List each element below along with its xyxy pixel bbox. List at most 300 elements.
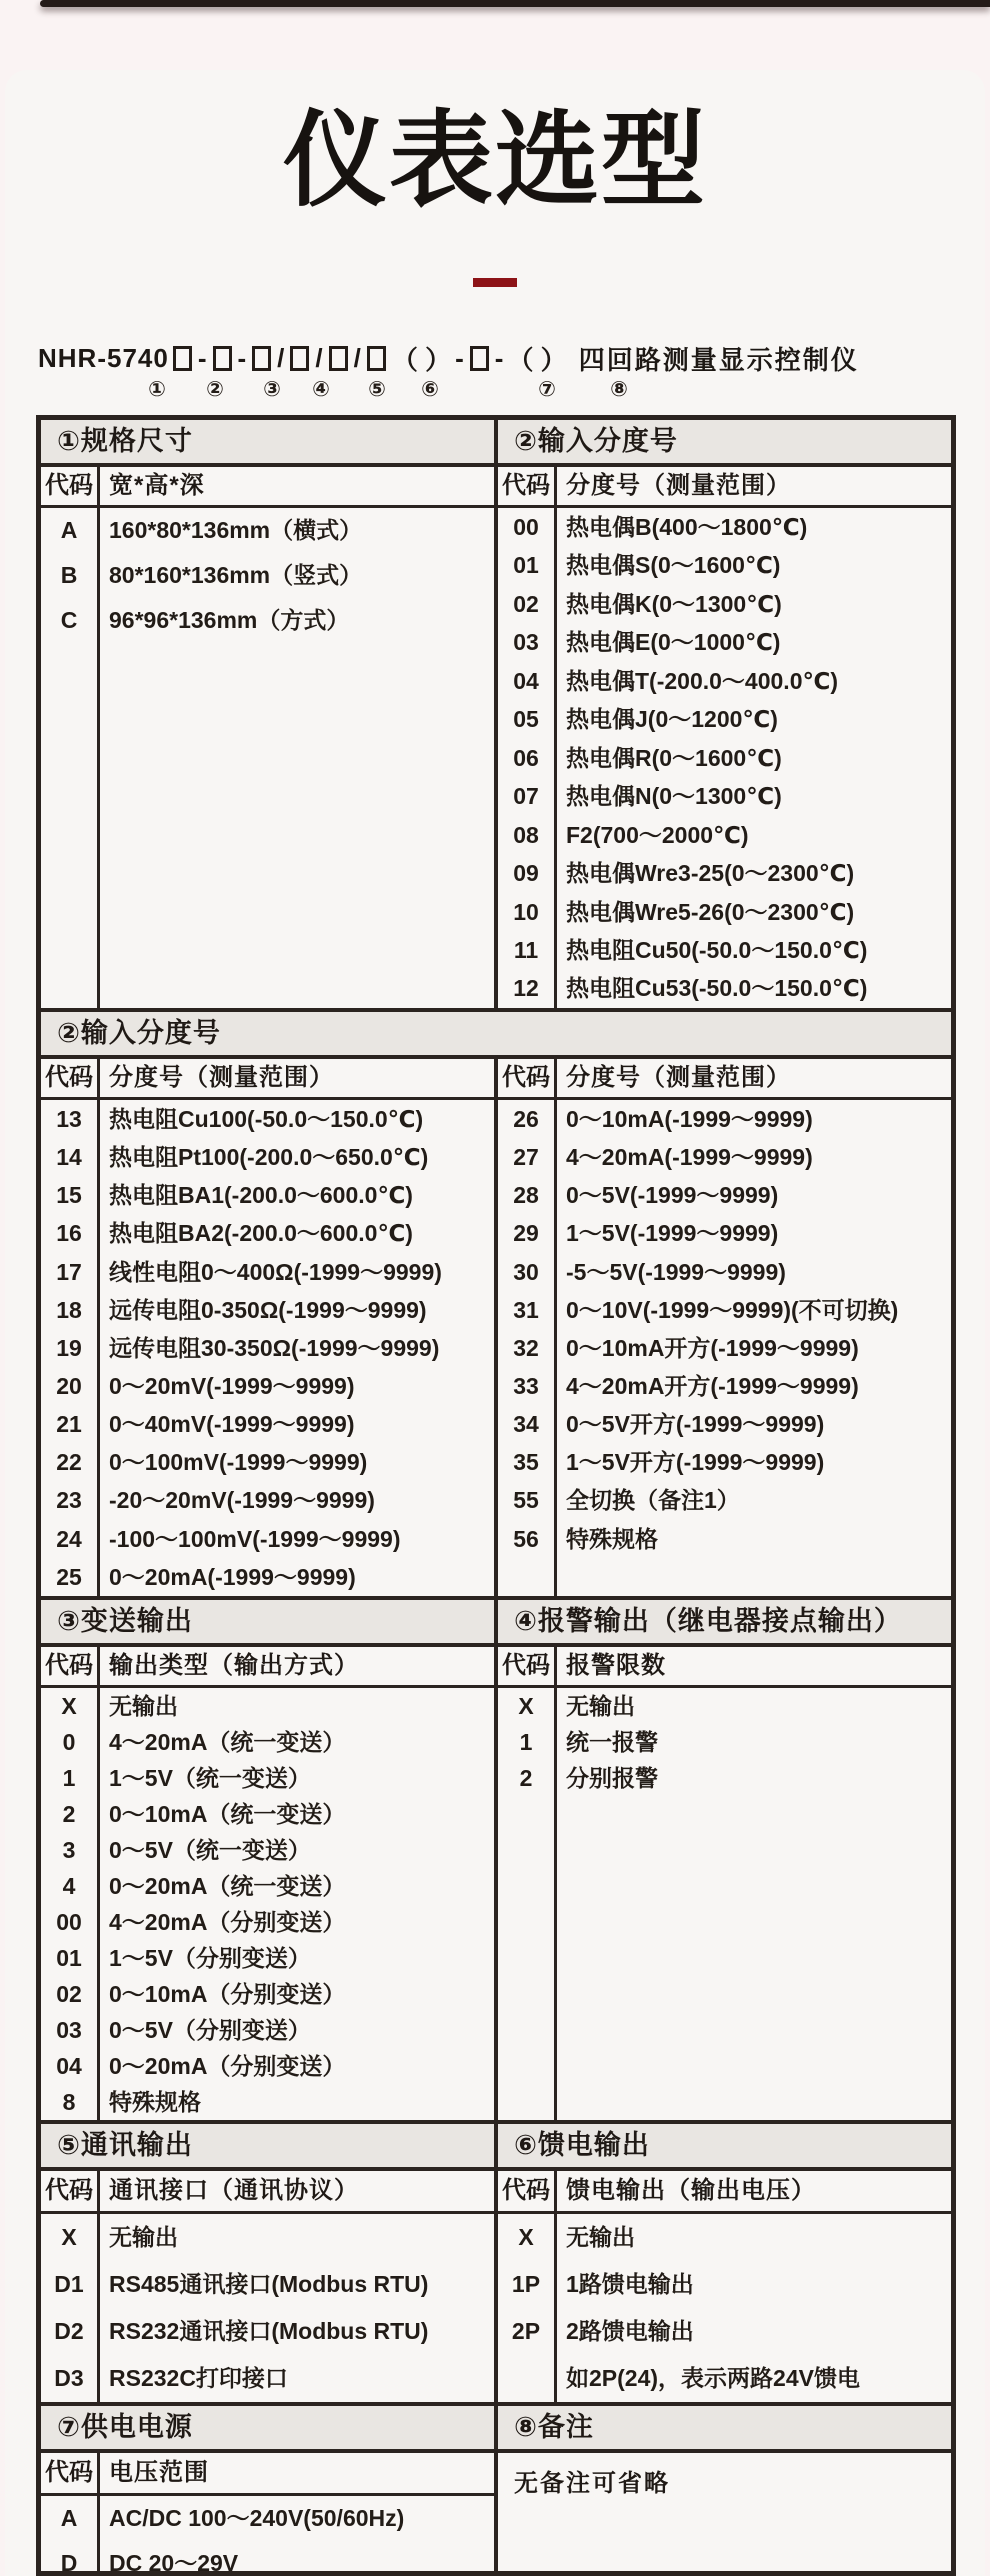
section-title-left: ⑤通讯输出 — [57, 2130, 193, 2160]
table-row — [41, 1760, 494, 1796]
row-desc: 0～5V(-1999～9999) — [566, 1182, 779, 1209]
row-desc: 热电阻BA1(-200.0～600.0℃) — [109, 1182, 413, 1209]
column-header-desc: 分度号（测量范围） — [109, 1064, 334, 1091]
row-code: 33 — [513, 1372, 539, 1399]
row-desc: 0～10mA（统一变送） — [109, 1801, 346, 1827]
circled-number: ① — [148, 378, 166, 401]
circled-number: ⑧ — [610, 378, 628, 401]
column-header-code: 代码 — [45, 472, 93, 499]
table-row — [41, 2214, 494, 2261]
table-section-3 — [41, 1596, 951, 2120]
row-code: 1P — [511, 2271, 541, 2297]
row-code: 05 — [513, 706, 539, 733]
row-code: 03 — [513, 629, 539, 656]
section-body — [41, 2453, 951, 2575]
column-header-row — [498, 1647, 951, 1688]
table-row — [498, 1367, 951, 1405]
table-row — [41, 2496, 494, 2541]
table-half — [41, 2171, 494, 2402]
row-code: 28 — [513, 1182, 539, 1209]
row-desc: 0～20mA(-1999～9999) — [109, 1563, 356, 1590]
row-code: 23 — [56, 1487, 82, 1514]
section-body — [41, 467, 951, 1008]
table-row — [498, 969, 951, 1007]
row-code: A — [60, 2505, 78, 2531]
table-section-2 — [41, 1008, 951, 1596]
model-separator: - — [197, 342, 207, 373]
row-desc: RS232通讯接口(Modbus RTU) — [109, 2318, 429, 2344]
column-header-row — [41, 2171, 494, 2214]
row-desc: 0～10mA(-1999～9999) — [566, 1106, 813, 1132]
row-code: 19 — [56, 1334, 82, 1361]
table-half — [498, 1647, 951, 2120]
row-desc: 1～5V(-1999～9999) — [566, 1220, 779, 1247]
table-row — [498, 546, 951, 584]
row-desc: 如2P(24)，表示两路24V馈电 — [566, 2365, 860, 2391]
table-row — [498, 777, 951, 815]
table-half — [41, 1647, 494, 2120]
model-separator: / — [353, 342, 361, 373]
section-title-left: ③变送输出 — [57, 1606, 193, 1636]
row-code: 3 — [62, 1837, 76, 1863]
table-row — [498, 700, 951, 738]
table-row — [498, 1724, 951, 1760]
table-row — [498, 1688, 951, 1724]
row-desc: 热电偶Wre3-25(0～2300℃) — [566, 860, 855, 887]
column-header-code: 代码 — [502, 2177, 550, 2204]
column-header-row — [41, 1059, 494, 1100]
row-desc: 0～20mV(-1999～9999) — [109, 1372, 355, 1399]
row-desc: 4～20mA(-1999～9999) — [566, 1144, 813, 1171]
table-row — [41, 1214, 494, 1252]
table-row — [498, 2355, 951, 2402]
row-desc: 远传电阻0-350Ω(-1999～9999) — [109, 1296, 427, 1323]
row-desc: 热电偶B(400～1800℃) — [566, 514, 808, 540]
table-row — [41, 1253, 494, 1291]
row-desc: 96*96*136mm（方式） — [109, 607, 350, 633]
row-desc: 0～40mV(-1999～9999) — [109, 1411, 355, 1438]
table-half — [41, 2453, 494, 2575]
row-code: 26 — [513, 1106, 539, 1132]
table-row — [41, 1520, 494, 1558]
row-code: 14 — [56, 1144, 82, 1171]
row-code: D3 — [54, 2365, 84, 2391]
row-code: A — [60, 517, 78, 543]
selection-table — [36, 415, 956, 2576]
row-code: 00 — [56, 1909, 82, 1935]
row-code: 1 — [519, 1729, 533, 1755]
table-row — [41, 508, 494, 553]
row-code: 18 — [56, 1296, 82, 1323]
row-code — [498, 2355, 554, 2402]
row-code: 32 — [513, 1334, 539, 1361]
section-body — [41, 1647, 951, 2120]
table-row — [498, 739, 951, 777]
row-code: 29 — [513, 1220, 539, 1247]
model-code-box — [290, 346, 309, 371]
row-desc: 分别报警 — [566, 1765, 658, 1791]
table-row — [41, 1558, 494, 1596]
row-desc: -100～100mV(-1999～9999) — [109, 1525, 401, 1552]
row-code: 11 — [513, 936, 539, 963]
table-half — [498, 2453, 951, 2575]
row-code: 20 — [56, 1372, 82, 1399]
table-row — [498, 1520, 951, 1558]
row-desc: 0～5V开方(-1999～9999) — [566, 1411, 825, 1438]
table-row — [41, 1904, 494, 1940]
table-row — [41, 1443, 494, 1481]
row-code: 16 — [56, 1220, 82, 1247]
row-desc: 1～5V（统一变送） — [109, 1765, 311, 1791]
table-row — [498, 1176, 951, 1214]
table-row — [498, 1100, 951, 1138]
table-row — [498, 1443, 951, 1481]
row-code: 07 — [513, 783, 539, 810]
code-column-divider — [97, 467, 100, 1008]
row-desc: 0～10V(-1999～9999)(不可切换) — [566, 1296, 899, 1323]
circled-number: ③ — [263, 378, 281, 401]
page-title: 仪表选型 — [282, 103, 707, 219]
model-suffix: 四回路测量显示控制仪 — [578, 344, 859, 375]
table-row — [41, 1796, 494, 1832]
row-code: 56 — [513, 1525, 539, 1552]
row-code: 06 — [513, 744, 539, 771]
section-title-left: ①规格尺寸 — [57, 426, 193, 456]
table-row — [41, 1100, 494, 1138]
row-code: 2P — [511, 2318, 541, 2344]
model-separator: - — [455, 342, 464, 373]
row-code: 30 — [513, 1258, 539, 1285]
model-separator: （ ） — [507, 344, 567, 375]
table-row — [41, 2048, 494, 2084]
row-desc: 160*80*136mm（横式） — [109, 517, 363, 543]
row-code: X — [61, 1693, 77, 1719]
row-code: 04 — [513, 667, 539, 694]
row-code: 04 — [56, 2053, 82, 2079]
table-row — [41, 1481, 494, 1519]
row-code: 2 — [62, 1801, 76, 1827]
section-body — [41, 1059, 951, 1596]
code-column-divider — [554, 2171, 557, 2402]
table-half — [498, 2171, 951, 2402]
table-row — [41, 1329, 494, 1367]
row-desc: 0～10mA（分别变送） — [109, 1981, 346, 2007]
column-header-desc: 分度号（测量范围） — [566, 472, 791, 499]
row-desc: 0～5V（统一变送） — [109, 1837, 311, 1863]
row-desc: 热电偶S(0～1600℃) — [566, 552, 781, 579]
model-separator: / — [315, 342, 323, 373]
row-code: 15 — [56, 1182, 82, 1209]
row-desc: 特殊规格 — [109, 2089, 201, 2115]
remark-text: 无备注可省略 — [514, 2470, 670, 2497]
table-row — [41, 553, 494, 598]
row-desc: 全切换（备注1） — [566, 1487, 740, 1514]
model-prefix: NHR-5740 — [38, 342, 169, 373]
table-row — [41, 1176, 494, 1214]
row-code: X — [518, 1693, 534, 1719]
row-code: C — [60, 607, 78, 633]
circled-number: ⑦ — [538, 378, 556, 401]
code-column-divider — [97, 2453, 100, 2575]
circled-number: ⑤ — [368, 378, 386, 401]
column-header-desc: 馈电输出（输出电压） — [566, 2177, 816, 2204]
title-underline — [473, 278, 517, 287]
circled-number: ⑥ — [421, 378, 439, 401]
table-row — [498, 1138, 951, 1176]
column-header-code: 代码 — [45, 2459, 93, 2486]
top-bar — [40, 0, 990, 7]
table-row — [41, 1868, 494, 1904]
row-code: 02 — [513, 590, 539, 617]
row-desc: 热电阻Cu53(-50.0～150.0℃) — [566, 975, 868, 1002]
row-desc: 热电偶T(-200.0～400.0℃) — [566, 667, 838, 694]
row-code: 24 — [56, 1525, 82, 1552]
code-column-divider — [97, 2171, 100, 2402]
row-desc: 热电偶Wre5-26(0～2300℃) — [566, 898, 855, 925]
table-row — [498, 2308, 951, 2355]
table-section-5 — [41, 2402, 951, 2575]
row-desc: 线性电阻0～400Ω(-1999～9999) — [109, 1258, 442, 1285]
row-desc: 特殊规格 — [566, 1525, 658, 1552]
table-row — [498, 1329, 951, 1367]
table-half — [498, 467, 951, 1008]
section-header-row — [41, 1012, 951, 1059]
table-row — [41, 1724, 494, 1760]
row-code: 09 — [513, 860, 539, 887]
table-half — [41, 1059, 494, 1596]
row-code: 21 — [56, 1411, 82, 1438]
table-row — [41, 1688, 494, 1724]
column-header-desc: 电压范围 — [109, 2459, 209, 2486]
row-desc: -5～5V(-1999～9999) — [566, 1258, 786, 1285]
row-code: 02 — [56, 1981, 82, 2007]
table-row — [41, 1940, 494, 1976]
table-row — [41, 2084, 494, 2120]
row-desc: 无输出 — [566, 2224, 635, 2250]
table-half — [498, 1059, 951, 1596]
section-title-right: ④报警输出（继电器接点输出） — [514, 1606, 902, 1636]
row-desc: 4～20mA（统一变送） — [109, 1729, 346, 1755]
column-header-row — [41, 1647, 494, 1688]
row-desc: 2路馈电输出 — [566, 2318, 694, 2344]
row-desc: F2(700～2000℃) — [566, 821, 749, 848]
row-code: 17 — [56, 1258, 82, 1285]
row-code: 27 — [513, 1144, 539, 1171]
model-separator: - — [494, 342, 504, 373]
table-row — [498, 1214, 951, 1252]
row-code: X — [61, 2224, 77, 2250]
column-header-code: 代码 — [502, 1652, 550, 1679]
model-code-line — [38, 341, 978, 375]
table-row — [498, 816, 951, 854]
table-row — [498, 662, 951, 700]
model-separator: - — [237, 342, 247, 373]
table-section-1 — [41, 420, 951, 1008]
row-desc: 1～5V开方(-1999～9999) — [566, 1449, 825, 1476]
row-desc: 0～20mA（统一变送） — [109, 1873, 346, 1899]
column-header-code: 代码 — [45, 2177, 93, 2204]
code-column-divider — [97, 1647, 100, 2120]
table-row — [41, 598, 494, 643]
row-desc: 热电阻Cu100(-50.0～150.0℃) — [109, 1106, 424, 1132]
section-title-left: ⑦供电电源 — [57, 2412, 193, 2442]
table-row — [41, 2541, 494, 2575]
table-row — [41, 1291, 494, 1329]
table-row — [498, 508, 951, 546]
column-header-row — [498, 2171, 951, 2214]
row-code: B — [60, 562, 78, 588]
section-body — [41, 2171, 951, 2402]
row-desc: 热电阻BA2(-200.0～600.0℃) — [109, 1220, 413, 1247]
column-header-code: 代码 — [502, 1064, 550, 1091]
code-column-divider — [97, 1059, 100, 1596]
row-desc: 1～5V（分别变送） — [109, 1945, 311, 1971]
column-header-code: 代码 — [45, 1652, 93, 1679]
row-code: 31 — [513, 1296, 539, 1323]
row-code: 2 — [519, 1765, 533, 1791]
row-desc: 热电偶N(0～1300℃) — [566, 783, 782, 810]
row-code: 01 — [56, 1945, 82, 1971]
model-code-box — [252, 346, 271, 371]
table-row — [41, 1367, 494, 1405]
column-header-row — [41, 467, 494, 508]
section-title-right: ⑧备注 — [514, 2412, 594, 2442]
table-row — [498, 585, 951, 623]
row-code: 08 — [513, 821, 539, 848]
table-row — [498, 1405, 951, 1443]
table-row — [498, 931, 951, 969]
section-header-row — [41, 2406, 951, 2453]
row-desc: -20～20mV(-1999～9999) — [109, 1487, 375, 1514]
section-header-row — [41, 420, 951, 467]
row-code: 25 — [56, 1563, 82, 1590]
table-row — [498, 1253, 951, 1291]
table-row — [41, 1138, 494, 1176]
row-desc: 热电偶J(0～1200℃) — [566, 706, 778, 733]
row-code: 13 — [56, 1106, 82, 1132]
model-code-box — [470, 346, 489, 371]
column-header-code: 代码 — [45, 1064, 93, 1091]
model-separator: （ ） — [391, 344, 452, 375]
model-code-box — [173, 346, 192, 371]
row-desc: 4～20mA开方(-1999～9999) — [566, 1372, 859, 1399]
row-code: 10 — [513, 898, 539, 925]
row-desc: 热电偶K(0～1300℃) — [566, 590, 782, 617]
table-row — [41, 1405, 494, 1443]
table-half — [41, 467, 494, 1008]
table-row — [41, 2261, 494, 2308]
row-desc: 无输出 — [109, 1693, 178, 1719]
model-separator: / — [277, 342, 285, 373]
row-desc: 统一报警 — [566, 1729, 658, 1755]
row-desc: 0～100mV(-1999～9999) — [109, 1449, 368, 1476]
column-header-desc: 分度号（测量范围） — [566, 1064, 791, 1091]
row-desc: 0～5V（分别变送） — [109, 2017, 311, 2043]
column-header-row — [41, 2453, 494, 2496]
row-code: 35 — [513, 1449, 539, 1476]
row-code: 4 — [62, 1873, 76, 1899]
row-desc: RS232C打印接口 — [109, 2365, 288, 2391]
row-desc: 热电偶R(0～1600℃) — [566, 744, 782, 771]
row-code: D2 — [54, 2318, 84, 2344]
table-row — [498, 2214, 951, 2261]
row-desc: 1路馈电输出 — [566, 2271, 694, 2297]
row-code: 55 — [513, 1487, 539, 1514]
row-desc: 热电偶E(0～1000℃) — [566, 629, 781, 656]
row-code: 1 — [62, 1765, 76, 1791]
column-header-row — [498, 1059, 951, 1100]
column-header-desc: 报警限数 — [566, 1652, 666, 1679]
row-code: 8 — [62, 2089, 76, 2115]
row-code: X — [518, 2224, 534, 2250]
code-column-divider — [554, 467, 557, 1008]
code-column-divider — [554, 1059, 557, 1596]
model-code-box — [329, 346, 348, 371]
row-desc: 远传电阻30-350Ω(-1999～9999) — [109, 1334, 440, 1361]
column-header-desc: 通讯接口（通讯协议） — [109, 2177, 359, 2204]
row-desc: 热电阻Cu50(-50.0～150.0℃) — [566, 936, 868, 963]
section-header-row — [41, 2124, 951, 2171]
column-header-row — [498, 467, 951, 508]
row-code: 12 — [513, 975, 539, 1002]
table-row — [498, 1481, 951, 1519]
table-row — [498, 623, 951, 661]
table-row — [498, 1291, 951, 1329]
row-desc: 无输出 — [566, 1693, 635, 1719]
table-row — [41, 1976, 494, 2012]
code-column-divider — [554, 1647, 557, 2120]
table-row — [498, 1760, 951, 1796]
row-desc: 0～20mA（分别变送） — [109, 2053, 346, 2079]
table-row — [41, 2308, 494, 2355]
row-code: 03 — [56, 2017, 82, 2043]
row-code: D1 — [54, 2271, 84, 2297]
row-desc: 80*160*136mm（竖式） — [109, 562, 363, 588]
section-title-right: ②输入分度号 — [514, 426, 678, 456]
circled-index-row — [0, 377, 990, 403]
table-row — [498, 893, 951, 931]
row-code: 22 — [56, 1449, 82, 1476]
column-header-desc: 输出类型（输出方式） — [109, 1652, 359, 1679]
row-desc: AC/DC 100～240V(50/60Hz) — [109, 2505, 405, 2531]
row-desc: DC 20～29V — [109, 2550, 239, 2575]
section-title-right: ⑥馈电输出 — [514, 2130, 650, 2160]
table-row — [41, 2355, 494, 2402]
row-code: 01 — [513, 552, 539, 579]
table-row — [41, 2012, 494, 2048]
row-code: 0 — [62, 1729, 76, 1755]
row-desc: 0～10mA开方(-1999～9999) — [566, 1334, 859, 1361]
row-code: 00 — [513, 514, 539, 540]
column-header-code: 代码 — [502, 472, 550, 499]
table-row — [498, 2261, 951, 2308]
row-desc: 无输出 — [109, 2224, 178, 2250]
section-title: ②输入分度号 — [57, 1018, 221, 1048]
circled-number: ④ — [312, 378, 330, 401]
row-code: 34 — [513, 1411, 539, 1438]
model-code-box — [213, 346, 232, 371]
row-desc: RS485通讯接口(Modbus RTU) — [109, 2271, 429, 2297]
model-code-box — [367, 346, 386, 371]
row-desc: 热电阻Pt100(-200.0～650.0℃) — [109, 1144, 429, 1171]
section-header-row — [41, 1600, 951, 1647]
row-code: D — [60, 2550, 78, 2575]
circled-number: ② — [206, 378, 224, 401]
table-section-4 — [41, 2120, 951, 2402]
table-row — [41, 1832, 494, 1868]
column-header-desc: 宽*高*深 — [109, 472, 205, 499]
table-row — [498, 854, 951, 892]
